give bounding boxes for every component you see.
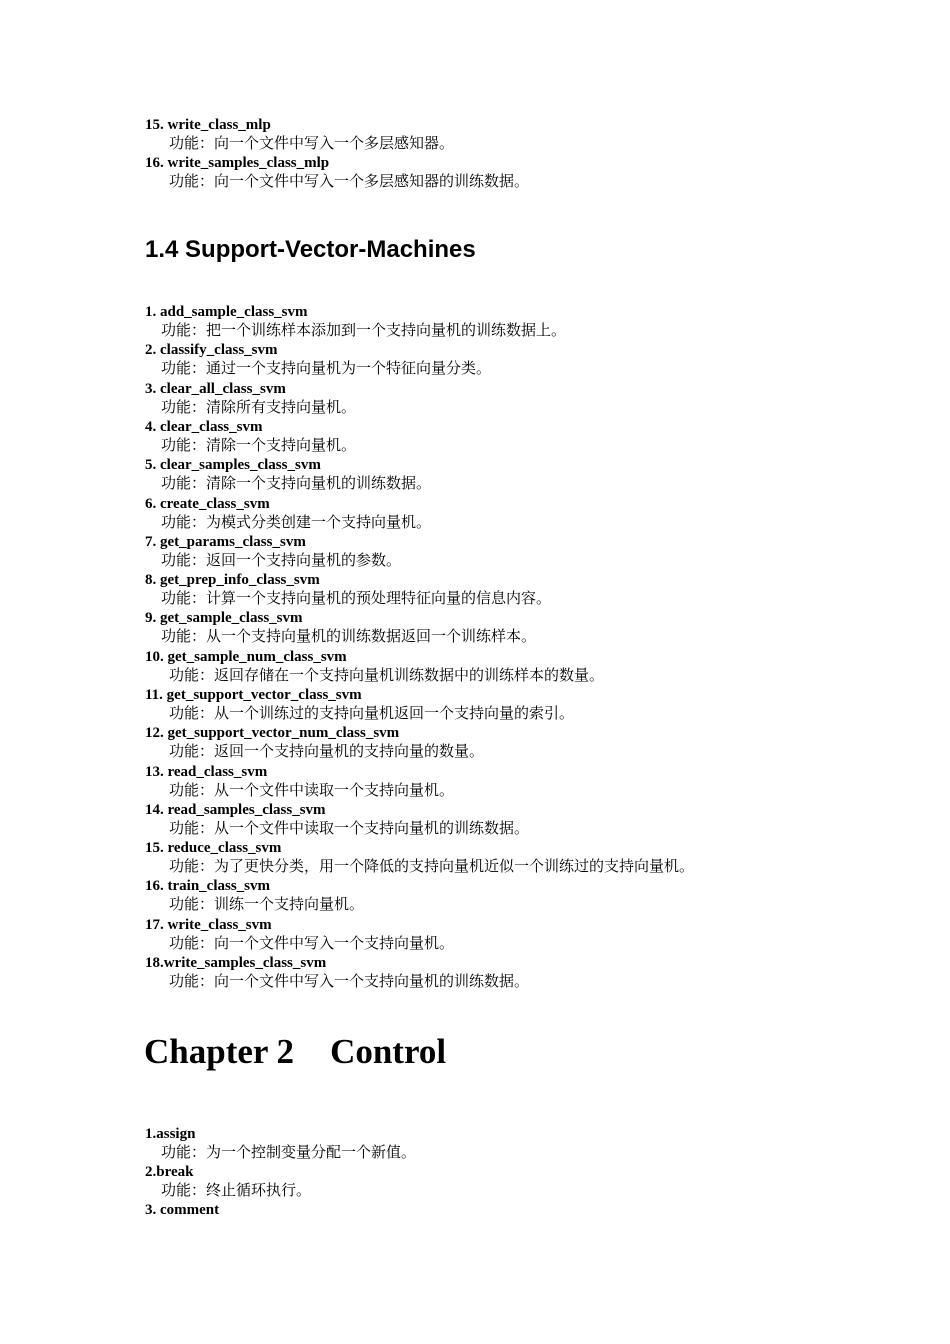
function-description: 功能：返回一个支持向量机的支持向量的数量。 — [169, 744, 485, 760]
function-description: 功能：通过一个支持向量机为一个特征向量分类。 — [161, 361, 492, 377]
function-name: 14. read_samples_class_svm — [145, 802, 326, 818]
function-entry — [145, 801, 905, 839]
chapter-label: Chapter 2 — [144, 1032, 295, 1071]
function-entry — [145, 763, 905, 801]
function-description: 功能：把一个训练样本添加到一个支持向量机的训练数据上。 — [161, 323, 567, 339]
function-name: 2. classify_class_svm — [145, 342, 278, 358]
function-entry — [145, 495, 905, 533]
function-name: 6. create_class_svm — [145, 496, 270, 512]
function-name: 15. reduce_class_svm — [145, 840, 282, 856]
function-entry — [145, 456, 905, 494]
function-entry — [145, 839, 905, 877]
function-description: 功能：从一个支持向量机的训练数据返回一个训练样本。 — [161, 629, 537, 645]
function-description: 功能：为模式分类创建一个支持向量机。 — [161, 515, 432, 531]
function-entry — [145, 686, 905, 724]
function-name: 16. write_samples_class_mlp — [145, 155, 330, 171]
function-name: 17. write_class_svm — [145, 917, 272, 933]
function-entry — [145, 1163, 905, 1201]
function-description: 功能：终止循环执行。 — [161, 1183, 312, 1199]
function-description: 功能：向一个文件中写入一个多层感知器。 — [169, 136, 455, 152]
function-name: 16. train_class_svm — [145, 878, 270, 894]
function-name: 10. get_sample_num_class_svm — [145, 649, 347, 665]
function-description: 功能：返回存储在一个支持向量机训练数据中的训练样本的数量。 — [169, 668, 605, 684]
function-name: 3. comment — [145, 1202, 220, 1218]
function-name: 4. clear_class_svm — [145, 419, 263, 435]
function-name: 3. clear_all_class_svm — [145, 381, 286, 397]
function-entry — [145, 154, 905, 192]
function-entry — [145, 1201, 905, 1220]
function-entry — [145, 609, 905, 647]
function-name: 8. get_prep_info_class_svm — [145, 572, 320, 588]
function-name: 1. add_sample_class_svm — [145, 304, 308, 320]
function-entry — [145, 571, 905, 609]
function-description: 功能：向一个文件中写入一个支持向量机。 — [169, 936, 455, 952]
function-entry — [145, 418, 905, 456]
function-name: 15. write_class_mlp — [145, 117, 271, 133]
function-description: 功能：清除一个支持向量机的训练数据。 — [161, 476, 432, 492]
function-description: 功能：计算一个支持向量机的预处理特征向量的信息内容。 — [161, 591, 552, 607]
function-name: 1.assign — [145, 1126, 196, 1142]
function-entry — [145, 303, 905, 341]
function-description: 功能：向一个文件中写入一个支持向量机的训练数据。 — [169, 974, 530, 990]
function-entry — [145, 724, 905, 762]
function-description: 功能：训练一个支持向量机。 — [169, 897, 365, 913]
function-entry — [145, 877, 905, 915]
function-entry — [145, 648, 905, 686]
function-description: 功能：从一个文件中读取一个支持向量机的训练数据。 — [169, 821, 530, 837]
function-description: 功能：向一个文件中写入一个多层感知器的训练数据。 — [169, 174, 530, 190]
section-heading: 1.4 Support-Vector-Machines — [145, 236, 476, 263]
function-entry — [145, 341, 905, 379]
function-entry — [145, 916, 905, 954]
function-description: 功能：从一个训练过的支持向量机返回一个支持向量的索引。 — [169, 706, 575, 722]
function-name: 18.write_samples_class_svm — [145, 955, 327, 971]
function-name: 7. get_params_class_svm — [145, 534, 306, 550]
function-entry — [145, 533, 905, 571]
function-description: 功能：为一个控制变量分配一个新值。 — [161, 1145, 417, 1161]
function-description: 功能：为了更快分类，用一个降低的支持向量机近似一个训练过的支持向量机。 — [169, 859, 695, 875]
chapter-title: Control — [330, 1032, 447, 1071]
function-description: 功能：清除一个支持向量机。 — [161, 438, 357, 454]
function-name: 9. get_sample_class_svm — [145, 610, 303, 626]
function-description: 功能：返回一个支持向量机的参数。 — [161, 553, 402, 569]
function-name: 2.break — [145, 1164, 194, 1180]
function-name: 13. read_class_svm — [145, 764, 268, 780]
function-entry — [145, 116, 905, 154]
function-name: 12. get_support_vector_num_class_svm — [145, 725, 400, 741]
function-name: 5. clear_samples_class_svm — [145, 457, 321, 473]
chapter-heading — [144, 1030, 446, 1074]
function-entry — [145, 1125, 905, 1163]
function-description: 功能：从一个文件中读取一个支持向量机。 — [169, 783, 455, 799]
function-entry — [145, 380, 905, 418]
function-description: 功能：清除所有支持向量机。 — [161, 400, 357, 416]
function-entry — [145, 954, 905, 992]
function-name: 11. get_support_vector_class_svm — [145, 687, 362, 703]
